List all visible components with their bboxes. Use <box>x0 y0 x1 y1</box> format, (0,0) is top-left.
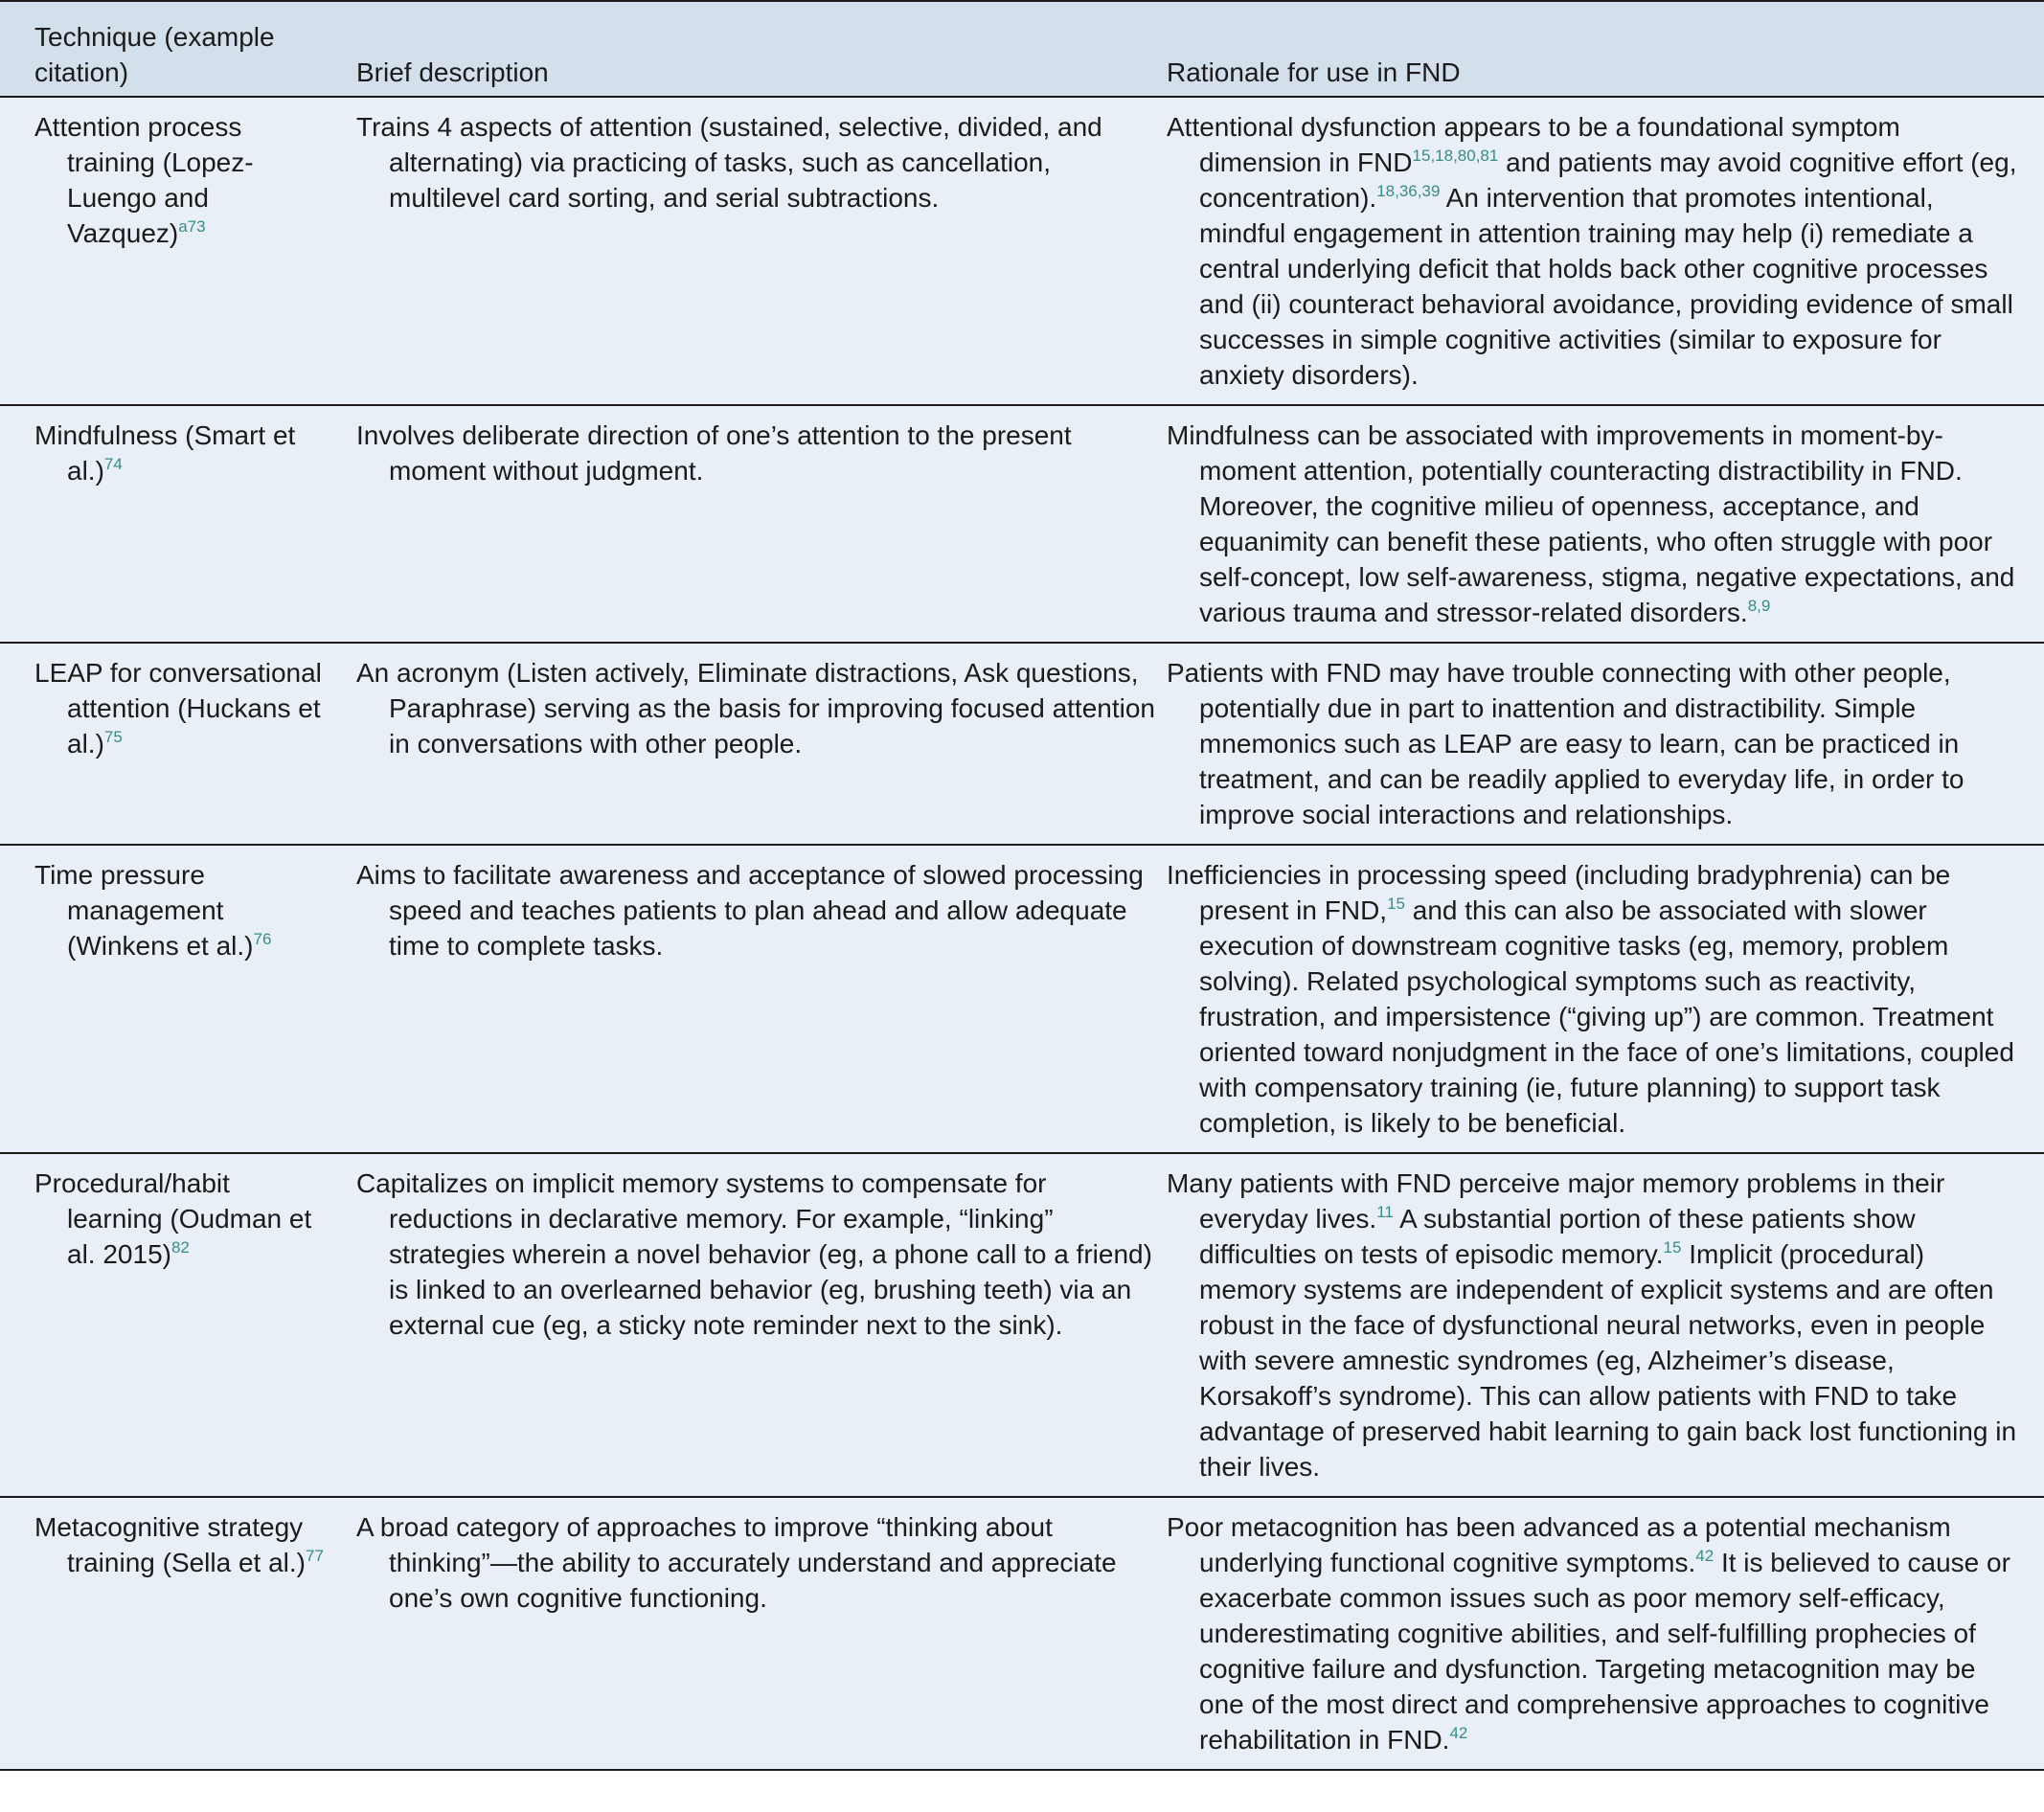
citation-ref: 77 <box>306 1547 324 1565</box>
cell-rationale-text <box>1167 109 2019 393</box>
citation-ref: 74 <box>103 455 123 473</box>
citation-ref: 75 <box>103 728 123 746</box>
text-run: and patients may avoid cognitive effort (eg, concentration). <box>1199 147 2017 213</box>
header-technique: Technique (example citation) <box>34 22 275 87</box>
citation-ref: 11 <box>1376 1203 1394 1221</box>
text-run: Involves deliberate direction of one’s attention to the present moment without judgment. <box>356 420 1072 486</box>
citation-ref: 42 <box>1695 1547 1715 1565</box>
cell-technique-text <box>34 1166 329 1272</box>
cell-description-text <box>356 1509 1157 1616</box>
cell-rationale <box>1167 643 2044 845</box>
cell-rationale <box>1167 97 2044 405</box>
text-run: Mindfulness can be associated with improvements in moment-by-moment attention, potentially counteracting distractibility in FND. Moreover, the cognitive milieu of openness, acceptance, and equanimity can benefit these patients, who often struggle with poor self-concept, low self-awareness, stigma, negative expectations, and various trauma and stressor-related disorders. <box>1167 420 2015 627</box>
text-run: LEAP for conversational attention (Huckans et al.) <box>34 658 322 759</box>
cell-rationale-text <box>1167 1509 2019 1757</box>
cell-technique-text <box>34 857 329 963</box>
cell-rationale <box>1167 405 2044 643</box>
cell-rationale <box>1167 1153 2044 1497</box>
cell-technique <box>0 405 339 643</box>
cell-technique <box>0 845 339 1153</box>
cell-description <box>339 97 1167 405</box>
cell-description-text <box>356 418 1157 488</box>
text-run: A substantial portion of these patients show difficulties on tests of episodic memory. <box>1199 1204 1916 1269</box>
text-run: Attention process training (Lopez-Luengo and Vazquez) <box>34 112 254 248</box>
text-run: Implicit (procedural) memory systems are independent of explicit systems and are often robust in the face of dysfunctional neural networks, even in people with severe amnestic syndromes (eg, Alzheimer’s disease, Korsakoff’s syndrome). This can allow patients with FND to take advantage of preserved habit learning to gain back lost functioning in their lives. <box>1199 1239 2017 1482</box>
text-run: Aims to facilitate awareness and acceptance of slowed processing speed and teaches patients to plan ahead and allow adequate time to complete tasks. <box>356 860 1144 961</box>
cell-description <box>339 845 1167 1153</box>
header-rationale: Rationale for use in FND <box>1167 57 1461 87</box>
citation-ref: 15 <box>1387 895 1405 913</box>
cell-description-text <box>356 109 1157 215</box>
text-run: An intervention that promotes intentional, mindful engagement in attention training may help (i) remediate a central underlying deficit that holds back other cognitive processes and (ii) counteract behavioral avoidance, providing evidence of small successes in simple cognitive activities (similar to exposure for anxiety disorders). <box>1199 183 2013 390</box>
text-run: Metacognitive strategy training (Sella et al.) <box>34 1512 307 1577</box>
text-run: Trains 4 aspects of attention (sustained, selective, divided, and alternating) via practicing of tasks, such as cancellation, multilevel card sorting, and serial subtractions. <box>356 112 1102 213</box>
citation-ref: 8,9 <box>1747 597 1771 615</box>
text-run: Poor metacognition has been advanced as a potential mechanism underlying functional cognitive symptoms. <box>1167 1512 1951 1577</box>
table-row <box>0 405 2044 643</box>
text-run: An acronym (Listen actively, Eliminate distractions, Ask questions, Paraphrase) serving as the basis for improving focused attention in conversations with other people. <box>356 658 1155 759</box>
citation-ref: 15 <box>1663 1238 1682 1257</box>
citation-ref: 42 <box>1449 1724 1468 1742</box>
text-run: Mindfulness (Smart et al.) <box>34 420 296 486</box>
text-run: A broad category of approaches to improve “thinking about thinking”—the ability to accurately understand and appreciate one’s own cognitive functioning. <box>356 1512 1117 1613</box>
cell-technique-text <box>34 1509 329 1580</box>
table-row <box>0 97 2044 405</box>
cell-technique-text <box>34 109 329 251</box>
citation-ref: 76 <box>253 930 272 948</box>
table-row <box>0 643 2044 845</box>
table-row <box>0 1497 2044 1770</box>
cell-technique <box>0 1153 339 1497</box>
text-run: Attentional dysfunction appears to be a foundational symptom dimension in FND <box>1167 112 1900 177</box>
text-run: Patients with FND may have trouble connecting with other people, potentially due in part to inattention and distractibility. Simple mnemonics such as LEAP are easy to learn, can be practiced in treatment, and can be readily applied to everyday life, in order to improve social interactions and relationships. <box>1167 658 1965 829</box>
table-header <box>0 1 2044 97</box>
cell-rationale-text <box>1167 655 2019 832</box>
citation-ref: 82 <box>170 1238 190 1257</box>
cell-description <box>339 643 1167 845</box>
cell-description <box>339 1153 1167 1497</box>
text-run: Procedural/habit learning (Oudman et al. 2015) <box>34 1168 312 1269</box>
text-run: Time pressure management (Winkens et al.) <box>34 860 254 961</box>
table-row <box>0 845 2044 1153</box>
header-description: Brief description <box>356 57 549 87</box>
cell-technique-text <box>34 418 329 488</box>
cell-rationale-text <box>1167 418 2019 630</box>
cell-description-text <box>356 655 1157 761</box>
citation-ref: 18,36,39 <box>1376 182 1441 200</box>
text-run: It is believed to cause or exacerbate common issues such as poor memory self-efficacy, underestimating cognitive abilities, and self-fulfilling prophecies of cognitive failure and dysfunction. Targeting metacognition may be one of the most direct and comprehensive approaches to cognitive rehabilitation in FND. <box>1199 1548 2010 1755</box>
text-run: Capitalizes on implicit memory systems to compensate for reductions in declarative memory. For example, “linking” strategies wherein a novel behavior (eg, a phone call to a friend) is linked to an overlearned behavior (eg, brushing teeth) via an external cue (eg, a sticky note reminder next to the sink). <box>356 1168 1152 1340</box>
cell-description-text <box>356 1166 1157 1343</box>
cell-description <box>339 1497 1167 1770</box>
cell-rationale <box>1167 1497 2044 1770</box>
cell-technique-text <box>34 655 329 761</box>
text-run: Many patients with FND perceive major memory problems in their everyday lives. <box>1167 1168 1945 1234</box>
table-body <box>0 97 2044 1770</box>
cell-rationale-text <box>1167 857 2019 1141</box>
cell-rationale <box>1167 845 2044 1153</box>
cell-description-text <box>356 857 1157 963</box>
header-row <box>0 1 2044 97</box>
cell-technique <box>0 643 339 845</box>
cell-technique <box>0 1497 339 1770</box>
citation-ref: 15,18,80,81 <box>1412 147 1499 165</box>
text-run: and this can also be associated with slower execution of downstream cognitive tasks (eg, memory, problem solving). Related psychological symptoms such as reactivity, frustration, and impersistence (“giving up”) are common. Treatment oriented toward nonjudgment in the face of one’s limitations, coupled with compensatory training (ie, future planning) to support task completion, is likely to be beneficial. <box>1199 895 2014 1138</box>
cell-description <box>339 405 1167 643</box>
cell-rationale-text <box>1167 1166 2019 1484</box>
citation-ref: a73 <box>178 217 206 236</box>
text-run: Inefficiencies in processing speed (including bradyphrenia) can be present in FND, <box>1167 860 1951 925</box>
cell-technique <box>0 97 339 405</box>
table-row <box>0 1153 2044 1497</box>
